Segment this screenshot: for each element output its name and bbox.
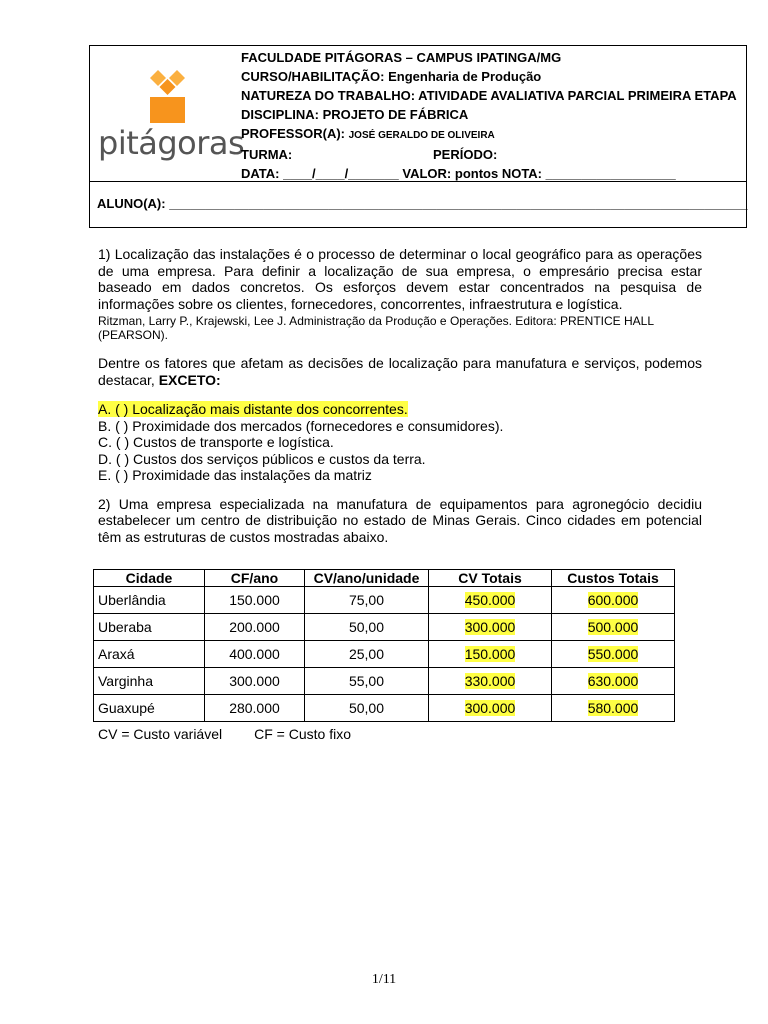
cv-totais-value: 330.000 [464, 673, 516, 689]
q1-stem-text: Dentre os fatores que afetam as decisões de localização para manufatura e serviços, podemos destacar, [98, 355, 702, 388]
cell-cf: 200.000 [205, 614, 305, 641]
cell-cv-totais [429, 587, 552, 614]
table-row [94, 614, 675, 641]
natureza-line: NATUREZA DO TRABALHO: ATIVIDADE AVALIATIVA PARCIAL PRIMEIRA ETAPA [241, 88, 737, 103]
option-a[interactable] [98, 401, 702, 418]
header-box [89, 45, 747, 228]
curso-line [241, 67, 737, 86]
page-number: 1/11 [371, 972, 397, 987]
custos-totais-value: 550.000 [587, 646, 639, 662]
q1-intro: 1) Localização das instalações é o processo de determinar o local geográfico para as operações de uma empresa. Para definir a localização de sua empresa, o empresário precisa estar baseado em dados concretos. Os esforços devem estar concentrados na pesquisa de informações sobre os clientes, fornecedores, concorrentes, infraestrutura e logística. [98, 246, 702, 312]
cell-cv-unidade: 25,00 [305, 641, 429, 668]
table-row [94, 695, 675, 722]
cell-cidade: Varginha [94, 668, 205, 695]
q1-options [98, 401, 702, 484]
custos-totais-value: 500.000 [587, 619, 639, 635]
table-legend [98, 726, 351, 742]
turma-line [241, 145, 737, 164]
option-d[interactable]: D. ( ) Custos dos serviços públicos e custos da terra. [98, 450, 426, 467]
legend-cf: CF = Custo fixo [254, 726, 351, 742]
q1-reference: Ritzman, Larry P., Krajewski, Lee J. Administração da Produção e Operações. Editora: PRENTICE HALL (PEARSON). [98, 314, 654, 342]
data-line: DATA: ____/____/_______ VALOR: pontos NOTA: __________________ [241, 166, 676, 181]
professor-label: PROFESSOR(A): [241, 126, 349, 141]
cv-totais-value: 300.000 [464, 619, 516, 635]
cell-custos-totais [552, 614, 675, 641]
option-b[interactable]: B. ( ) Proximidade dos mercados (fornecedores e consumidores). [98, 417, 504, 434]
table-row [94, 668, 675, 695]
cell-cf: 280.000 [205, 695, 305, 722]
custos-totais-value: 600.000 [587, 592, 639, 608]
cell-cf: 300.000 [205, 668, 305, 695]
aluno-line: ALUNO(A): ________________________________________________________________________________ [97, 196, 748, 211]
table-header-row [94, 570, 675, 587]
cell-custos-totais [552, 668, 675, 695]
col-cf: CF/ano [205, 570, 305, 587]
turma-label: TURMA: [241, 147, 293, 162]
col-cidade: Cidade [94, 570, 205, 587]
logo-wordmark: pitágoras [98, 124, 245, 162]
pitagoras-logo [98, 64, 245, 168]
header-divider [90, 181, 746, 182]
option-a-text: A. ( ) Localização mais distante dos concorrentes. [98, 401, 408, 417]
cell-cv-unidade: 55,00 [305, 668, 429, 695]
option-c[interactable]: C. ( ) Custos de transporte e logística. [98, 434, 334, 450]
q2-intro: 2) Uma empresa especializada na manufatura de equipamentos para agronegócio decidiu estabelecer um centro de distribuição no estado de Minas Gerais. Cinco cidades em potencial têm as estruturas de custos mostradas abaixo. [98, 495, 702, 545]
q1-stem [98, 355, 702, 388]
cell-cv-totais [429, 668, 552, 695]
cv-totais-value: 150.000 [464, 646, 516, 662]
questions [98, 246, 702, 545]
col-custos-totais: Custos Totais [552, 570, 675, 587]
disciplina-line: DISCIPLINA: PROJETO DE FÁBRICA [241, 107, 469, 122]
legend-cv: CV = Custo variável [98, 726, 223, 742]
cell-cv-totais [429, 695, 552, 722]
cell-cv-unidade: 75,00 [305, 587, 429, 614]
table-row [94, 641, 675, 668]
cell-custos-totais [552, 587, 675, 614]
cell-cidade: Uberlândia [94, 587, 205, 614]
cell-cv-totais [429, 641, 552, 668]
cell-cv-unidade: 50,00 [305, 695, 429, 722]
cell-custos-totais [552, 641, 675, 668]
periodo-label: PERÍODO: [433, 147, 498, 162]
custos-totais-value: 630.000 [587, 673, 639, 689]
cost-table [93, 569, 675, 722]
header-info [241, 48, 737, 183]
cell-cv-unidade: 50,00 [305, 614, 429, 641]
cell-cidade: Araxá [94, 641, 205, 668]
logo-mark-icon [98, 64, 230, 128]
col-cv-unidade: CV/ano/unidade [305, 570, 429, 587]
curso-value: Engenharia de Produção [384, 69, 542, 84]
q1-stem-exceto: EXCETO: [158, 371, 221, 388]
option-e[interactable]: E. ( ) Proximidade das instalações da matriz [98, 467, 372, 483]
institution-line: FACULDADE PITÁGORAS – CAMPUS IPATINGA/MG [241, 50, 562, 65]
custos-totais-value: 580.000 [587, 700, 639, 716]
cell-cf: 150.000 [205, 587, 305, 614]
cv-totais-value: 300.000 [464, 700, 516, 716]
table-row [94, 587, 675, 614]
curso-label: CURSO/HABILITAÇÃO: [241, 69, 385, 84]
cell-cf: 400.000 [205, 641, 305, 668]
cell-custos-totais [552, 695, 675, 722]
cell-cv-totais [429, 614, 552, 641]
col-cv-totais: CV Totais [429, 570, 552, 587]
cell-cidade: Guaxupé [94, 695, 205, 722]
professor-line [241, 124, 737, 145]
professor-value: JOSÉ GERALDO DE OLIVEIRA [348, 130, 495, 141]
cv-totais-value: 450.000 [464, 592, 516, 608]
cell-cidade: Uberaba [94, 614, 205, 641]
